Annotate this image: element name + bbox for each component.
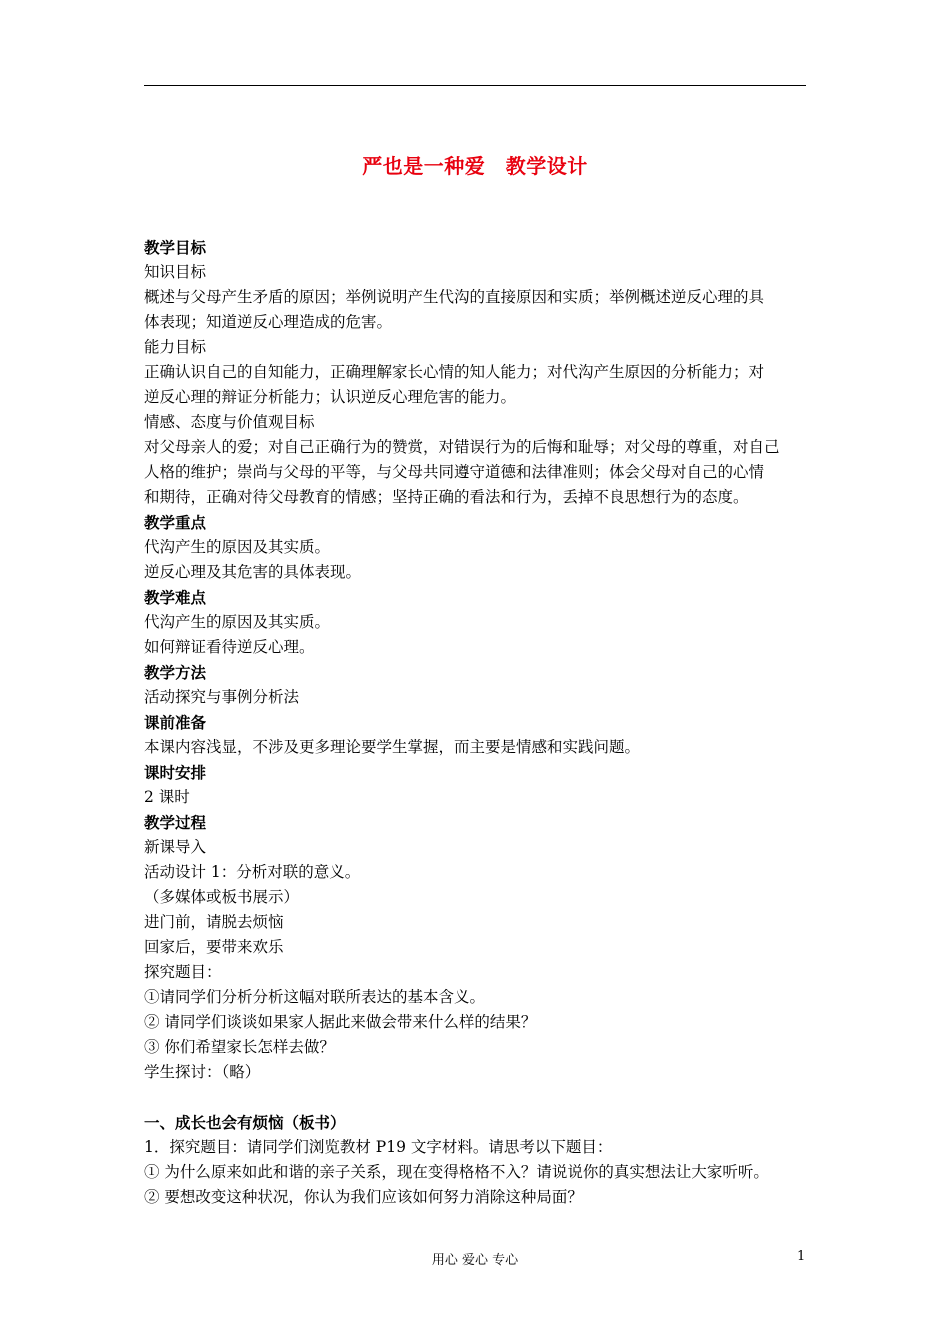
body-line: 探究题目：	[144, 963, 222, 981]
body-line: 逆反心理的辩证分析能力；认识逆反心理危害的能力。	[144, 388, 517, 406]
body-line: ② 要想改变这种状况，你认为我们应该如何努力消除这种局面？	[144, 1188, 583, 1206]
body-line: ①请同学们分析分析这幅对联所表达的基本含义。	[144, 988, 486, 1006]
body-line: 人格的维护；崇尚与父母的平等，与父母共同遵守道德和法律准则；体会父母对自己的心情	[144, 463, 765, 481]
body-line: 活动探究与事例分析法	[144, 688, 300, 706]
body-line: 本课内容浅显，不涉及更多理论要学生掌握，而主要是情感和实践问题。	[144, 738, 641, 756]
body-line: 正确认识自己的自知能力，正确理解家长心情的知人能力；对代沟产生原因的分析能力；对	[144, 363, 765, 381]
body-line: 对父母亲人的爱；对自己正确行为的赞赏，对错误行为的后悔和耻辱；对父母的尊重，对自己	[144, 438, 780, 456]
body-line: 逆反心理及其危害的具体表现。	[144, 563, 362, 581]
body-line: 1．探究题目：请同学们浏览教材 P19 文字材料。请思考以下题目：	[144, 1138, 613, 1156]
page-number: 1	[797, 1249, 806, 1264]
body-line: 2 课时	[144, 788, 190, 806]
body-line: 情感、态度与价值观目标	[144, 413, 315, 431]
blank-line	[144, 1085, 814, 1110]
document-title: 严也是一种爱 教学设计	[362, 154, 588, 178]
section-heading: 教学方法	[144, 663, 207, 682]
section-heading: 一、成长也会有烦恼（板书）	[144, 1113, 346, 1132]
body-line: 活动设计 1：分析对联的意义。	[144, 863, 361, 881]
body-line: 回家后，要带来欢乐	[144, 938, 284, 956]
body-line: 进门前，请脱去烦恼	[144, 913, 284, 931]
body-line: 如何辩证看待逆反心理。	[144, 638, 315, 656]
body-line: （多媒体或板书展示）	[144, 888, 300, 906]
section-heading: 教学目标	[144, 238, 207, 257]
section-heading: 课前准备	[144, 713, 207, 732]
body-line: ③ 你们希望家长怎样去做？	[144, 1038, 335, 1056]
section-heading: 教学过程	[144, 813, 207, 832]
body-line: ② 请同学们谈谈如果家人据此来做会带来什么样的结果？	[144, 1013, 537, 1031]
body-line: 代沟产生的原因及其实质。	[144, 613, 331, 631]
section-heading: 教学难点	[144, 588, 207, 607]
body-line: ① 为什么原来如此和谐的亲子关系，现在变得格格不入？请说说你的真实想法让大家听听。	[144, 1163, 769, 1181]
document-body	[144, 235, 814, 1210]
body-line: 和期待，正确对待父母教育的情感；坚持正确的看法和行为，丢掉不良思想行为的态度。	[144, 488, 749, 506]
body-line: 概述与父母产生矛盾的原因；举例说明产生代沟的直接原因和实质；举例概述逆反心理的具	[144, 288, 765, 306]
body-line: 体表现；知道逆反心理造成的危害。	[144, 313, 393, 331]
body-line: 新课导入	[144, 838, 207, 856]
body-line: 知识目标	[144, 263, 207, 281]
section-heading: 教学重点	[144, 513, 207, 532]
footer-motto: 用心 爱心 专心	[431, 1253, 519, 1268]
body-line: 学生探讨：（略）	[144, 1063, 261, 1081]
section-heading: 课时安排	[144, 763, 207, 782]
body-line: 代沟产生的原因及其实质。	[144, 538, 331, 556]
body-line: 能力目标	[144, 338, 207, 356]
header-rule	[144, 85, 806, 86]
